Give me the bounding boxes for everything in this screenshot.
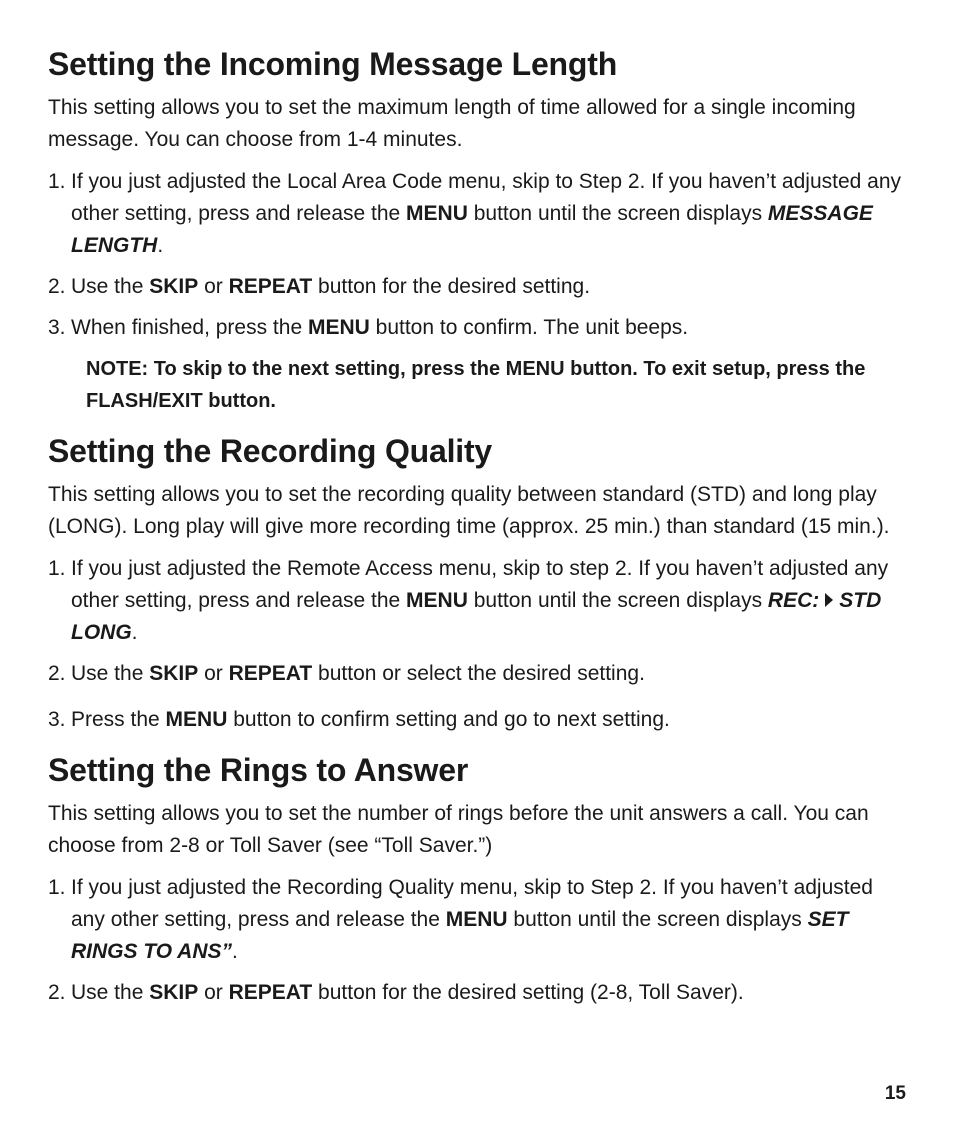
section-intro: This setting allows you to set the recording quality between standard (STD) and long play (LONG). Long play will give more recording time (approx. 25 min.) than standard (15 min.). (48, 483, 890, 538)
steps-list (48, 553, 908, 736)
section-rings-to-answer (48, 750, 908, 1009)
note: NOTE: To skip to the next setting, press the MENU button. To exit setup, press the FLASH/EXIT button. (86, 358, 866, 412)
page-number: 15 (884, 1083, 906, 1104)
section-intro: This setting allows you to set the maximum length of time allowed for a single incoming message. You can choose from 1-4 minutes. (48, 96, 856, 151)
steps-list (48, 166, 908, 344)
steps-list (48, 872, 908, 1009)
step-item: 1. If you just adjusted the Remote Access menu, skip to step 2. If you haven’t adjusted any other setting, press and release the MENU button until the screen displays REC: STD LONG. (48, 557, 889, 644)
step-item: 2. Use the SKIP or REPEAT button for the desired setting. (48, 275, 591, 298)
section-recording-quality (48, 431, 908, 736)
step-item: 1. If you just adjusted the Local Area Code menu, skip to Step 2. If you haven’t adjusted any other setting, press and release the MENU button until the screen displays MESSAGE LENGTH. (48, 170, 902, 257)
section-title: Setting the Rings to Answer (48, 752, 469, 788)
section-intro: This setting allows you to set the number of rings before the unit answers a call. You can choose from 2-8 or Toll Saver (see “Toll Saver.”) (48, 802, 869, 857)
step-item: 1. If you just adjusted the Recording Quality menu, skip to Step 2. If you haven’t adjusted any other setting, press and release the MENU button until the screen displays SET RINGS TO ANS”. (48, 876, 873, 963)
step-item: 2. Use the SKIP or REPEAT button or select the desired setting. (48, 662, 645, 685)
step-item: 2. Use the SKIP or REPEAT button for the desired setting (2-8, Toll Saver). (48, 981, 744, 1004)
step-item: 3. When finished, press the MENU button to confirm. The unit beeps. (48, 316, 689, 339)
right-arrow-icon (825, 593, 833, 607)
step-item: 3. Press the MENU button to confirm setting and go to next setting. (48, 708, 670, 731)
section-message-length (48, 44, 908, 417)
manual-page (48, 44, 908, 1018)
section-title: Setting the Incoming Message Length (48, 46, 618, 82)
section-title: Setting the Recording Quality (48, 433, 493, 469)
